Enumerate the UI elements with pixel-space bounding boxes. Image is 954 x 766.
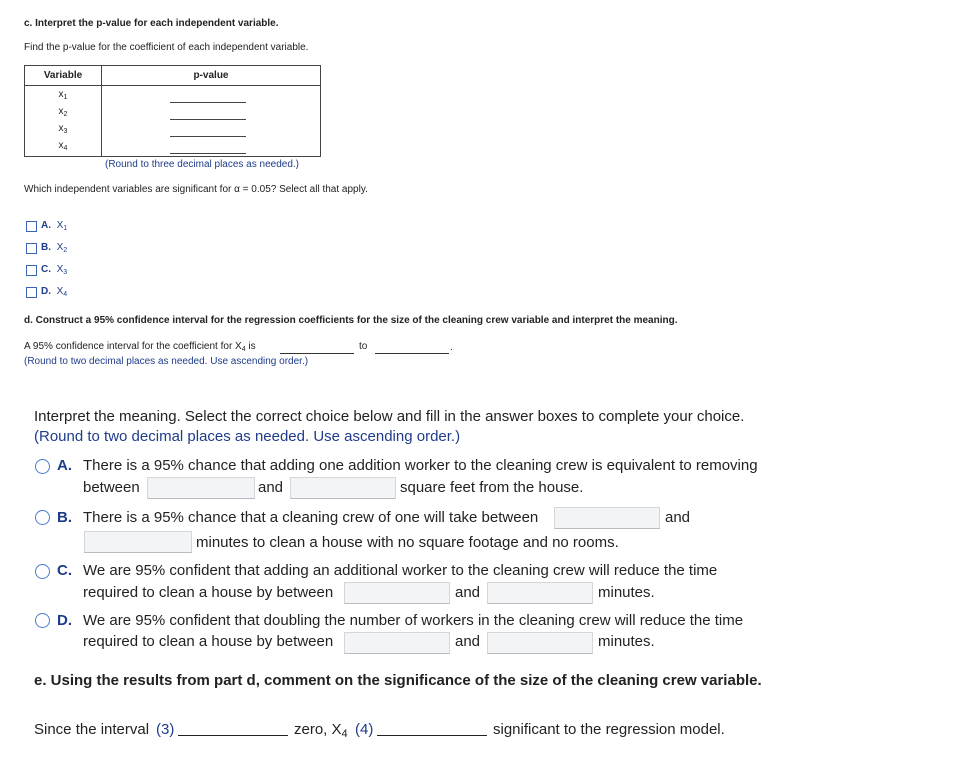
ci-note: (Round to two decimal places as needed. Use ascending order.)	[24, 356, 309, 367]
ci-statement	[24, 341, 256, 353]
choice-a-input-1[interactable]	[147, 477, 255, 499]
zero-text	[294, 721, 348, 740]
part-e-tail: significant to the regression model.	[493, 721, 725, 738]
part-c-title: c. Interpret the p-value for each independent variable.	[24, 18, 279, 29]
variable-x1	[25, 86, 101, 103]
variable-letter: x	[58, 140, 64, 151]
choice-c-text-2: required to clean a house by between	[83, 584, 334, 601]
option-c-letter: C.	[41, 264, 51, 275]
p-value-input-x4[interactable]	[170, 152, 246, 154]
choice-c-and: and	[455, 584, 481, 601]
part-c-instruction: Find the p-value for the coefficient of each independent variable.	[24, 42, 309, 53]
choice-d-text-2: required to clean a house by between	[83, 633, 334, 650]
choice-c-input-1[interactable]	[344, 582, 450, 604]
choice-c-tail: minutes.	[598, 584, 655, 601]
ci-end: .	[450, 342, 453, 353]
variable-sub: 2	[63, 111, 68, 118]
choice-a-between: between	[83, 479, 140, 496]
marker-3: (3)	[156, 721, 175, 738]
p-value-table	[24, 65, 321, 157]
checkbox-c[interactable]	[26, 265, 37, 276]
option-c-sub: 3	[63, 269, 68, 276]
p-value-column	[102, 86, 321, 157]
choice-c-input-2[interactable]	[487, 582, 593, 604]
radio-b[interactable]	[35, 510, 50, 525]
round-note-c: (Round to three decimal places as needed.)	[105, 159, 300, 170]
option-d-letter: D.	[41, 286, 51, 297]
choice-b-letter: B.	[57, 509, 72, 526]
choice-c-text: We are 95% confident that adding an additional worker to the cleaning crew will reduce the time	[83, 562, 718, 579]
variable-sub: 1	[63, 94, 68, 101]
choice-a-and: and	[258, 479, 284, 496]
interpret-note: (Round to two decimal places as needed. Use ascending order.)	[34, 428, 461, 445]
header-variable: Variable	[25, 66, 102, 86]
ci-sub: 4	[241, 346, 246, 353]
variable-x4	[25, 137, 101, 154]
option-a-var: X	[56, 220, 64, 231]
ci-to: to	[359, 341, 368, 352]
radio-d[interactable]	[35, 613, 50, 628]
option-b-sub: 2	[63, 247, 68, 254]
since-text: Since the interval	[34, 721, 150, 738]
ci-lower-input[interactable]	[280, 352, 354, 354]
header-p-value: p-value	[102, 66, 321, 86]
significance-question: Which independent variables are significant for α = 0.05? Select all that apply.	[24, 184, 368, 195]
dropdown-4[interactable]	[377, 734, 487, 736]
part-e-var-sub: 4	[341, 728, 348, 740]
choice-d-and: and	[455, 633, 481, 650]
part-e-var: X	[331, 721, 342, 738]
option-a-letter: A.	[41, 220, 51, 231]
choice-d-text: We are 95% confident that doubling the number of workers in the cleaning crew will reduce the time	[83, 612, 744, 629]
option-d-var: X	[56, 286, 64, 297]
choice-b-tail: minutes to clean a house with no square footage and no rooms.	[196, 534, 619, 551]
choice-a-tail: square feet from the house.	[400, 479, 584, 496]
variable-x3	[25, 120, 101, 137]
choice-c-letter: C.	[57, 562, 72, 579]
p-value-input-x1[interactable]	[170, 101, 246, 103]
choice-b-and: and	[665, 509, 691, 526]
radio-a[interactable]	[35, 459, 50, 474]
variable-column	[25, 86, 102, 157]
option-d-sub: 4	[63, 291, 68, 298]
ci-upper-input[interactable]	[375, 352, 449, 354]
choice-b-text: There is a 95% chance that a cleaning crew of one will take between	[83, 509, 539, 526]
option-c-var: X	[56, 264, 64, 275]
variable-letter: x	[58, 89, 64, 100]
choice-d-input-2[interactable]	[487, 632, 593, 654]
ci-is: is	[248, 341, 256, 352]
checkbox-a[interactable]	[26, 221, 37, 232]
variable-letter: x	[58, 106, 64, 117]
variable-sub: 3	[63, 128, 68, 135]
marker-4: (4)	[355, 721, 374, 738]
choice-d-letter: D.	[57, 612, 72, 629]
choice-a-letter: A.	[57, 457, 72, 474]
ci-prefix: A 95% confidence interval for the coefficient for X	[24, 341, 242, 352]
variable-sub: 4	[63, 145, 68, 152]
variable-letter: x	[58, 123, 64, 134]
choice-a-input-2[interactable]	[290, 477, 396, 499]
choice-d-tail: minutes.	[598, 633, 655, 650]
part-e-title: e. Using the results from part d, comment on the significance of the size of the cleaning crew variable.	[34, 672, 762, 689]
option-b-var: X	[56, 242, 64, 253]
variable-x2	[25, 103, 101, 120]
option-b-letter: B.	[41, 242, 51, 253]
dropdown-3[interactable]	[178, 734, 288, 736]
choice-d-input-1[interactable]	[344, 632, 450, 654]
checkbox-d[interactable]	[26, 287, 37, 298]
choice-b-input-1[interactable]	[554, 507, 660, 529]
checkbox-b[interactable]	[26, 243, 37, 254]
choice-a-text: There is a 95% chance that adding one addition worker to the cleaning crew is equivalent to removing	[83, 457, 758, 474]
option-a-sub: 1	[63, 225, 68, 232]
p-value-input-x2[interactable]	[170, 118, 246, 120]
interpret-prompt: Interpret the meaning. Select the correct choice below and fill in the answer boxes to complete your choice.	[34, 408, 745, 425]
choice-b-input-2[interactable]	[84, 531, 192, 553]
zero-word: zero,	[294, 721, 328, 738]
radio-c[interactable]	[35, 564, 50, 579]
part-d-title: d. Construct a 95% confidence interval for the regression coefficients for the size of the cleaning crew variable and interpret the meaning.	[24, 315, 678, 326]
p-value-input-x3[interactable]	[170, 135, 246, 137]
